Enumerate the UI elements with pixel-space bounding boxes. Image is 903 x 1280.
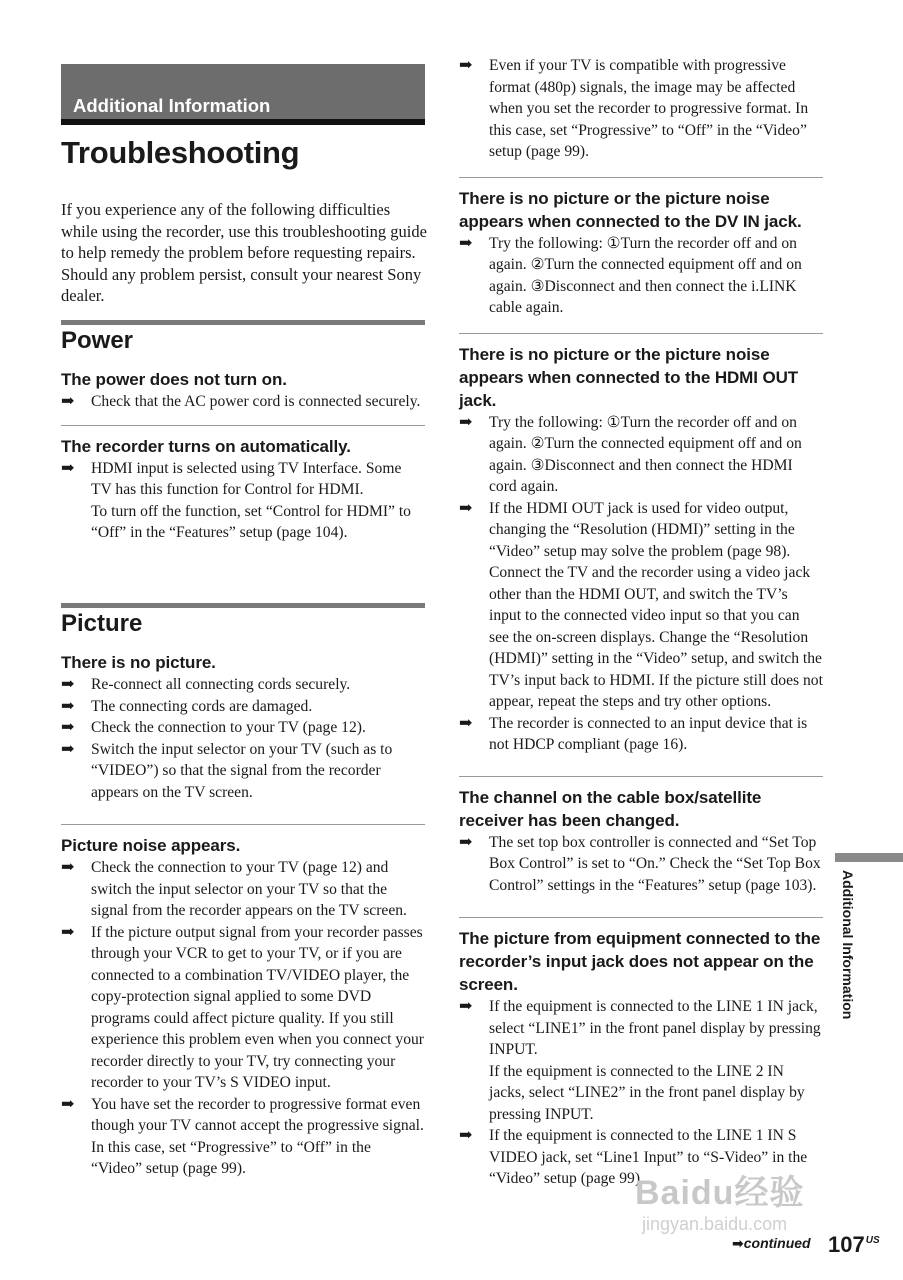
question-title: The power does not turn on. bbox=[61, 370, 287, 389]
question-title: Picture noise appears. bbox=[61, 836, 241, 855]
arrow-icon: ➡ bbox=[459, 57, 473, 74]
arrow-icon: ➡ bbox=[459, 1127, 473, 1144]
power-heading: Power bbox=[61, 320, 425, 356]
answer-item: ➡ Re-connect all connecting cords securely. bbox=[61, 674, 425, 696]
arrow-icon: ➡ bbox=[459, 714, 473, 732]
arrow-icon: ➡ bbox=[61, 740, 75, 758]
question-title: The recorder turns on automatically. bbox=[61, 436, 351, 456]
intro-paragraph: If you experience any of the following difficulties while using the recorder, use this troubleshooting guide to help remedy the problem before requesting repairs. Should any problem persist, consult your nearest Sony dealer. bbox=[61, 200, 427, 305]
arrow-icon: ➡ bbox=[459, 998, 473, 1015]
arrow-icon: ➡ bbox=[61, 1095, 75, 1113]
question-title: The channel on the cable box/satellite receiver has been changed. bbox=[459, 787, 762, 830]
answer-item: ➡ The connecting cords are damaged. bbox=[61, 696, 425, 718]
question-title: The picture from equipment connected to the recorder’s input jack does not appear on the screen. bbox=[459, 929, 821, 994]
answer-item: ➡ If the HDMI OUT jack is used for video output, changing the “Resolution (HDMI)” setting in the “Video” setup may solve the problem (page 98). Connect the TV and the recorder using a video jack other than the HDMI OUT, and switch the TV’s input to the connected video input so that you can see the on-screen displays. Change the “Resolution (HDMI)” setting in the “Video” setup, and switch the TV’s input back to HDMI. If the picture still does not appear, repeat the steps and try other options. bbox=[459, 499, 823, 710]
page-title: Troubleshooting bbox=[61, 135, 300, 170]
question-block bbox=[61, 824, 425, 1180]
question-block bbox=[459, 776, 823, 897]
answer-item: ➡ Try the following: ①Turn the recorder off and on again. ②Turn the connected equipment off and on again. ③Disconnect and then connect the i.LINK cable again. bbox=[459, 234, 802, 316]
side-tab-bar bbox=[835, 853, 903, 862]
question-block bbox=[459, 177, 823, 319]
arrow-icon: ➡ bbox=[61, 459, 75, 477]
answer-item: ➡ Check the connection to your TV (page 12). bbox=[61, 717, 425, 739]
page-number: $107^{US}$ bbox=[828, 1232, 880, 1257]
answer-item: ➡ Check the connection to your TV (page 12) and switch the input selector on your TV so that the signal from the recorder appears on the TV screen. bbox=[61, 859, 407, 919]
answer-item: ➡ The recorder is connected to an input device that is not HDCP compliant (page 16). bbox=[459, 714, 808, 753]
question-title: There is no picture or the picture noise appears when connected to the HDMI OUT jack. bbox=[459, 344, 799, 410]
arrow-icon: ➡ bbox=[61, 393, 75, 410]
question-block bbox=[459, 917, 823, 1190]
question-title: There is no picture or the picture noise appears when connected to the DV IN jack. bbox=[459, 188, 802, 231]
arrow-icon: ➡ bbox=[61, 859, 75, 876]
arrow-icon: ➡ bbox=[459, 833, 473, 851]
watermark-logo: Baidu经验 bbox=[635, 1174, 805, 1212]
section-label: Additional Information bbox=[73, 95, 271, 116]
question-title: There is no picture. bbox=[61, 653, 216, 672]
arrow-icon: ➡ bbox=[61, 719, 75, 736]
power-section bbox=[61, 320, 425, 544]
side-tab bbox=[838, 870, 858, 1030]
answer-item: ➡ If the equipment is connected to the LINE 1 IN S VIDEO jack, set “Line1 Input” to “S-Video” in the “Video” setup (page 99). bbox=[459, 1127, 808, 1187]
continued-label: ➡continued bbox=[732, 1235, 811, 1251]
picture-heading: Picture bbox=[61, 603, 425, 639]
arrow-icon: ➡ bbox=[61, 676, 75, 693]
answer-item: ➡ If the picture output signal from your recorder passes through your VCR to get to your TV, or if you are connected to a combination TV/VIDEO player, the copy-protection signal applied to some DVD programs could affect picture quality. If you still experience this problem even when you connect your recorder directly to your TV, try connecting your recorder to your TV’s S VIDEO input. bbox=[61, 923, 424, 1091]
picture-section bbox=[61, 603, 425, 1180]
arrow-icon: ➡ bbox=[61, 697, 75, 715]
answer-item: ➡ Try the following: ①Turn the recorder off and on again. ②Turn the connected equipment off and on again. ③Disconnect and then connect the HDMI cord again. bbox=[459, 413, 802, 495]
watermark-url: jingyan.baidu.com bbox=[642, 1214, 788, 1234]
arrow-icon: ➡ bbox=[459, 413, 473, 431]
arrow-icon: ➡ bbox=[61, 923, 75, 941]
answer-item: ➡ Even if your TV is compatible with progressive format (480p) signals, the image may be affected when you set the recorder to progressive format. In this case, set “Progressive” to “Off” in the “Video” setup (page 99). bbox=[459, 57, 809, 160]
answer-item: ➡ HDMI input is selected using TV Interface. Some TV has this function for Control for HDMI. To turn off the function, set “Control for HDMI” to “Off” in the “Features” setup (page 104). bbox=[61, 459, 411, 541]
page-suffix: US bbox=[865, 1235, 880, 1246]
arrow-icon: ➡ bbox=[459, 234, 473, 252]
arrow-icon: ➡ bbox=[459, 499, 473, 517]
answer-item: ➡ Check that the AC power cord is connected securely. bbox=[61, 391, 425, 413]
question-block bbox=[61, 425, 425, 544]
side-tab-label: Additional Information bbox=[840, 870, 856, 1020]
right-column bbox=[459, 55, 823, 1190]
section-banner bbox=[61, 64, 425, 125]
answer-item: ➡ You have set the recorder to progressive format even though your TV cannot accept the progressive signal. In this case, set “Progressive” to “Off” in the “Video” setup (page 99). bbox=[61, 1095, 424, 1177]
answer-item: ➡ If the equipment is connected to the LINE 1 IN jack, select “LINE1” in the front panel display by pressing INPUT. If the equipment is connected to the LINE 2 IN jacks, select “LINE2” in the front panel display by pressing INPUT. bbox=[459, 998, 821, 1123]
answer-item: ➡ Switch the input selector on your TV (such as to “VIDEO”) so that the signal from the recorder appears on the TV screen. bbox=[61, 740, 393, 801]
question-block bbox=[459, 333, 823, 756]
answer-item: ➡ The set top box controller is connected and “Set Top Box Control” is set to “On.” Check the “Set Top Box Control” settings in the “Features” setup (page 103). bbox=[459, 833, 821, 894]
